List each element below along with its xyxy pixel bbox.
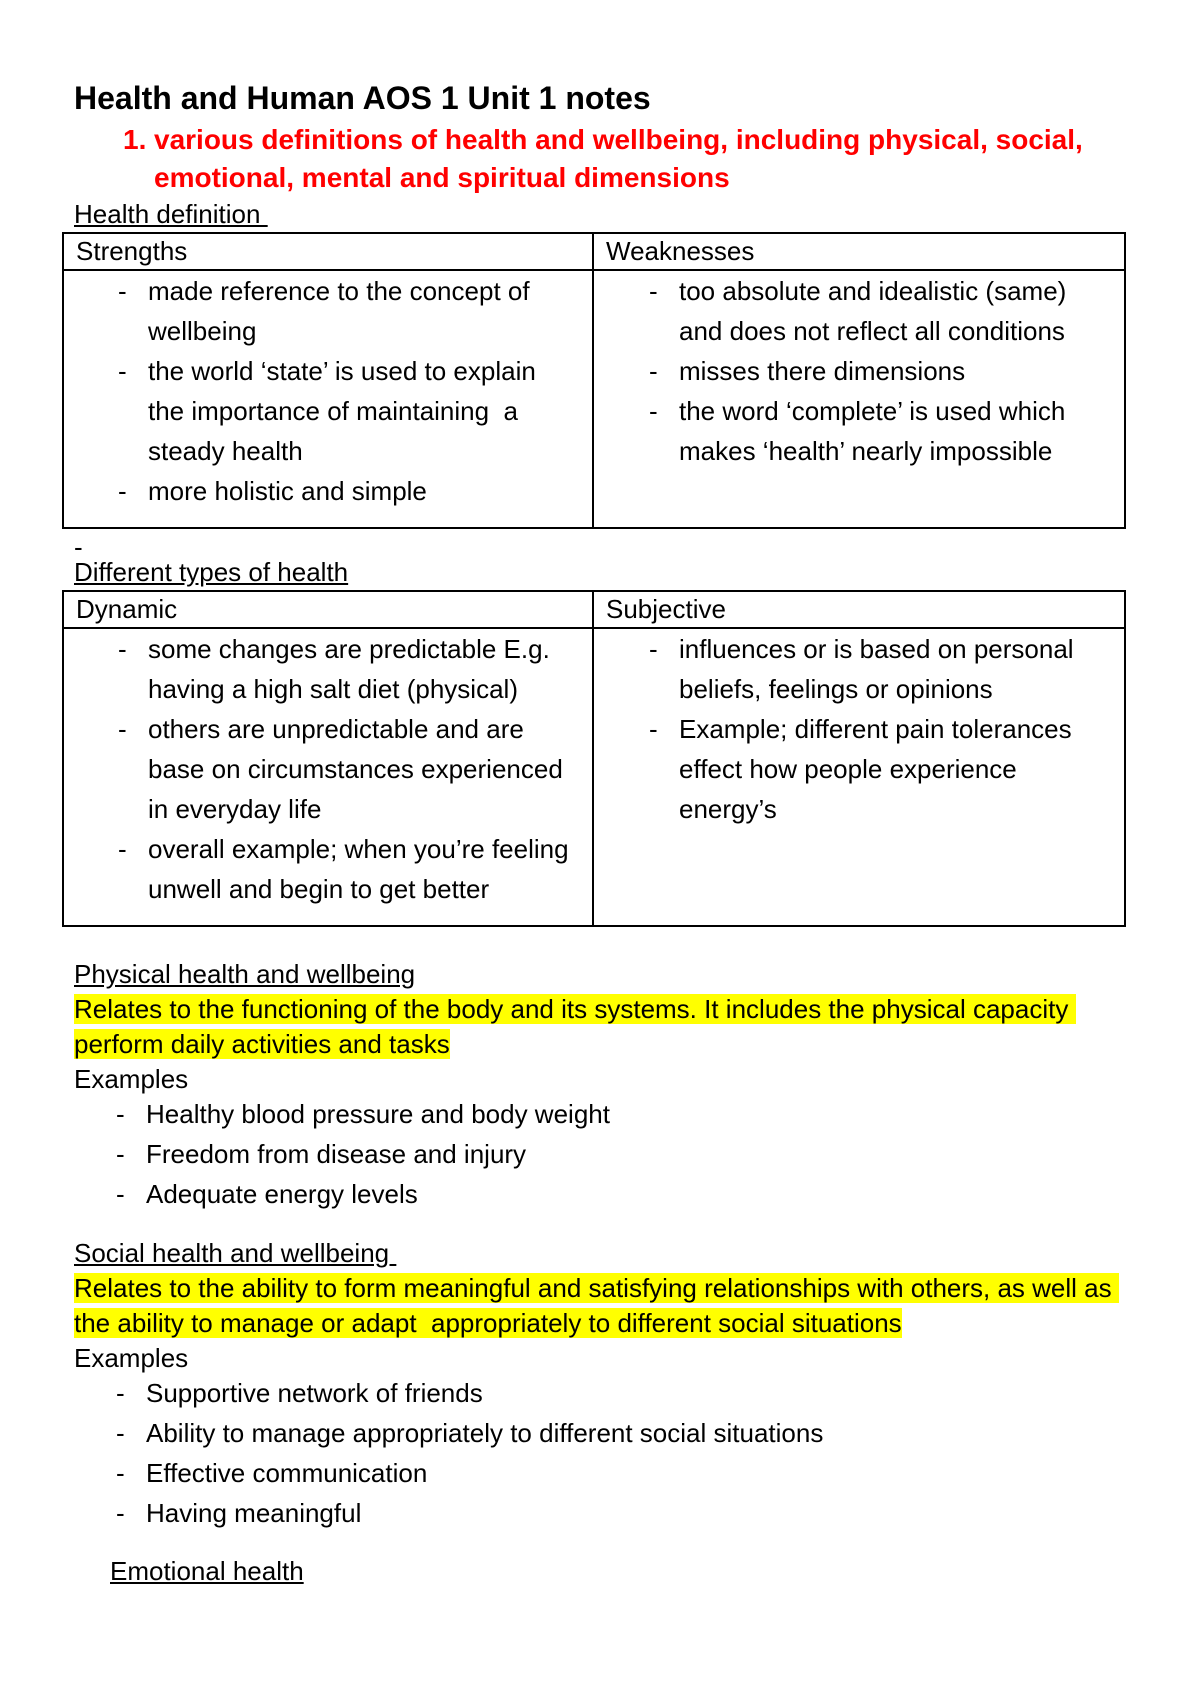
physical-section bbox=[74, 957, 1124, 1214]
outline-item bbox=[123, 121, 1124, 197]
subjective-list bbox=[594, 629, 1124, 829]
weaknesses-header: Weaknesses bbox=[593, 233, 1125, 270]
highlighted-text: Relates to the ability to form meaningful and satisfying relationships with others, as well as the ability to manage or adapt appropriately to different social situations bbox=[74, 1273, 1119, 1338]
table-row bbox=[63, 628, 1125, 926]
list-item: - Effective communication bbox=[146, 1453, 1124, 1493]
outline-number: 1. bbox=[123, 124, 147, 155]
physical-examples-list bbox=[74, 1094, 1124, 1214]
list-item: - more holistic and simple bbox=[148, 471, 575, 511]
list-item: - Healthy blood pressure and body weight bbox=[146, 1094, 1124, 1134]
dynamic-cell bbox=[63, 628, 593, 926]
list-item: - Having meaningful bbox=[146, 1493, 1124, 1533]
subjective-header: Subjective bbox=[593, 591, 1125, 628]
outline-text: various definitions of health and wellbeing, including physical, social, emotional, mental and spiritual dimensions bbox=[154, 124, 1083, 193]
table-row bbox=[63, 270, 1125, 528]
social-examples-list bbox=[74, 1373, 1124, 1533]
list-item: - too absolute and idealistic (same) and does not reflect all conditions bbox=[679, 271, 1106, 351]
health-definition-table bbox=[62, 232, 1126, 529]
list-item: - some changes are predictable E.g. having a high salt diet (physical) bbox=[148, 629, 575, 709]
list-item: - misses there dimensions bbox=[679, 351, 1106, 391]
stray-dash: - bbox=[74, 532, 83, 562]
dynamic-header: Dynamic bbox=[63, 591, 593, 628]
health-definition-heading: Health definition bbox=[74, 199, 268, 229]
list-item: - others are unpredictable and are base on circumstances experienced in everyday life bbox=[148, 709, 575, 829]
physical-heading: Physical health and wellbeing bbox=[74, 959, 416, 989]
types-of-health-table bbox=[62, 590, 1126, 927]
social-definition bbox=[74, 1271, 1124, 1341]
list-item: - Example; different pain tolerances effect how people experience energy’s bbox=[679, 709, 1106, 829]
dynamic-list bbox=[64, 629, 592, 909]
weaknesses-cell bbox=[593, 270, 1125, 528]
subjective-cell bbox=[593, 628, 1125, 926]
list-item: - Adequate energy levels bbox=[146, 1174, 1124, 1214]
highlighted-text: Relates to the functioning of the body and its systems. It includes the physical capacity perform daily activities and tasks bbox=[74, 994, 1076, 1059]
social-section bbox=[74, 1236, 1124, 1533]
page-title: Health and Human AOS 1 Unit 1 notes bbox=[74, 80, 651, 116]
list-item: - the world ‘state’ is used to explain the importance of maintaining a steady health bbox=[148, 351, 575, 471]
strengths-list bbox=[64, 271, 592, 511]
table-header-row bbox=[63, 591, 1125, 628]
physical-definition bbox=[74, 992, 1124, 1062]
emotional-heading: Emotional health bbox=[110, 1556, 304, 1586]
list-item: - overall example; when you’re feeling unwell and begin to get better bbox=[148, 829, 575, 909]
strengths-cell bbox=[63, 270, 593, 528]
weaknesses-list bbox=[594, 271, 1124, 471]
types-of-health-heading: Different types of health bbox=[74, 557, 349, 587]
list-item: - influences or is based on personal beliefs, feelings or opinions bbox=[679, 629, 1106, 709]
examples-label: Examples bbox=[74, 1064, 189, 1094]
social-heading: Social health and wellbeing bbox=[74, 1238, 397, 1268]
examples-label: Examples bbox=[74, 1343, 189, 1373]
list-item: - made reference to the concept of wellbeing bbox=[148, 271, 575, 351]
list-item: - the word ‘complete’ is used which makes ‘health’ nearly impossible bbox=[679, 391, 1106, 471]
list-item: - Supportive network of friends bbox=[146, 1373, 1124, 1413]
list-item: - Freedom from disease and injury bbox=[146, 1134, 1124, 1174]
list-item: - Ability to manage appropriately to different social situations bbox=[146, 1413, 1124, 1453]
strengths-header: Strengths bbox=[63, 233, 593, 270]
table-header-row bbox=[63, 233, 1125, 270]
